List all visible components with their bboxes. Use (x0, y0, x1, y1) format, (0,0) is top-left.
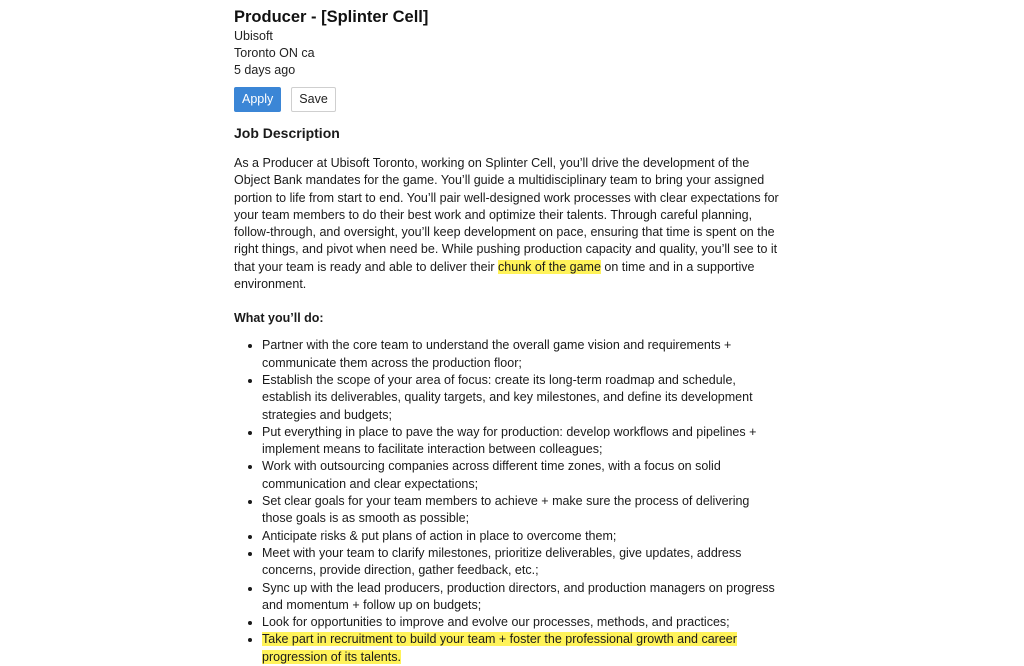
posted-date: 5 days ago (234, 63, 296, 77)
job-location: Toronto ON ca (234, 46, 315, 60)
list-item: • Set clear goals for your team members to achieve + make sure the process of delivering those goals is as smooth as possible; (262, 493, 782, 528)
job-description-heading: Job Description (234, 125, 340, 141)
duties-list (234, 337, 782, 666)
job-posting (234, 6, 782, 666)
company-name: Ubisoft (234, 29, 273, 43)
list-item: • Look for opportunities to improve and evolve our processes, methods, and practices; (262, 614, 782, 631)
list-item: • Put everything in place to pave the way for production: develop workflows and pipelines + implement means to facilitate interaction between colleagues; (262, 424, 782, 459)
job-actions (234, 87, 782, 113)
list-item: • Anticipate risks & put plans of action in place to overcome them; (262, 528, 782, 545)
list-item: • Partner with the core team to understand the overall game vision and requirements + communicate them across the production floor; (262, 337, 782, 372)
job-title: Producer - [Splinter Cell] (234, 8, 429, 26)
highlighted-text: Take part in recruitment to build your team + foster the professional growth and career progression of its talents. (262, 632, 737, 664)
intro-text-end: on time and in a supportive environment. (234, 259, 755, 292)
list-item: • Sync up with the lead producers, production directors, and production managers on progress and momentum + follow up on budgets; (262, 580, 782, 615)
apply-button[interactable]: Apply (234, 87, 281, 112)
list-item-highlighted (262, 631, 782, 666)
list-item: • Work with outsourcing companies across different time zones, with a focus on solid communication and clear expectations; (262, 458, 782, 493)
highlighted-text: chunk of the game (498, 259, 601, 274)
save-button[interactable]: Save (291, 87, 336, 112)
duties-heading: What you’ll do: (234, 311, 324, 326)
list-item: • Meet with your team to clarify milestones, prioritize deliverables, give updates, address concerns, provide direction, gather feedback, etc.; (262, 545, 782, 580)
list-item: • Establish the scope of your area of focus: create its long-term roadmap and schedule, establish its deliverables, quality targets, and key milestones, and define its development strategies and budgets; (262, 372, 782, 424)
intro-text: As a Producer at Ubisoft Toronto, working on Splinter Cell, you’ll drive the development of the Object Bank mandates for the game. You’ll guide a multidisciplinary team to bring your assigned portion to life from start to end. You’ll pair well-designed work processes with clear expectations for your team members to do their best work and optimize their talents. Through careful planning, follow-through, and oversight, you’ll keep development on pace, ensuring that time is spent on the right things, and pivot when need be. While pushing production capacity and quality, you’ll see to it that your team is ready and able to deliver their (234, 156, 779, 274)
job-description-intro (234, 155, 782, 293)
